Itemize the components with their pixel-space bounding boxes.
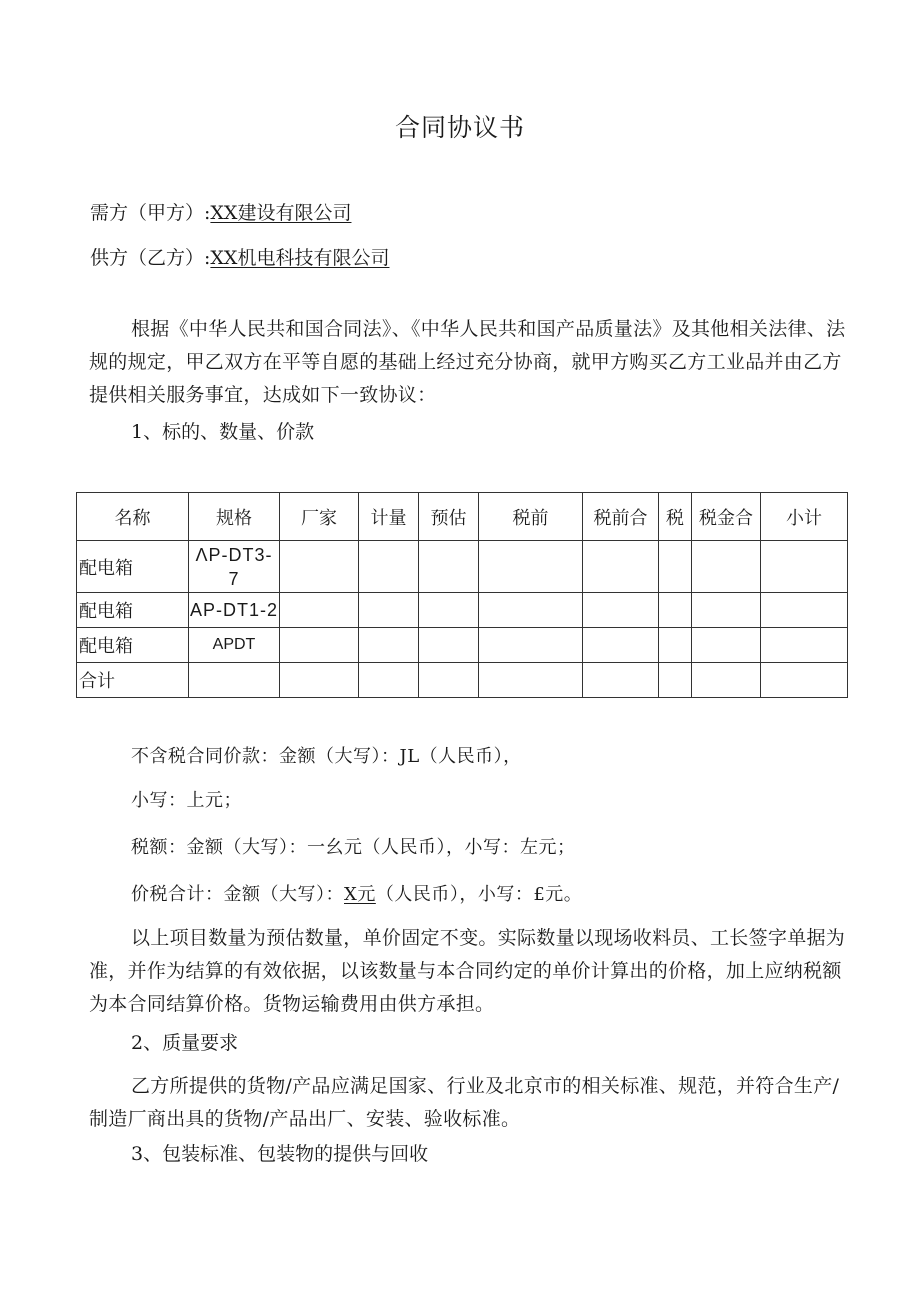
seller-line xyxy=(90,243,389,270)
empty-cell xyxy=(419,593,479,628)
total-price-suffix: （人民币），小写：£元。 xyxy=(375,884,583,905)
item-spec-cell xyxy=(189,541,280,593)
empty-cell xyxy=(583,663,659,698)
empty-cell xyxy=(419,628,479,663)
empty-cell xyxy=(359,628,419,663)
header-cell: 计量 xyxy=(359,493,419,541)
empty-cell xyxy=(280,628,359,663)
tax-amount-line: 税额：金额（大写）：一幺元（人民币），小写：左元； xyxy=(131,837,576,858)
section-1-heading: 1、标的、数量、价款 xyxy=(131,421,315,443)
table-row xyxy=(77,541,848,593)
empty-cell xyxy=(419,541,479,593)
empty-cell xyxy=(583,628,659,663)
empty-cell xyxy=(761,541,848,593)
empty-cell xyxy=(583,541,659,593)
empty-cell xyxy=(479,628,583,663)
table-row xyxy=(77,593,848,628)
header-cell: 预估 xyxy=(419,493,479,541)
section-2-heading: 2、质量要求 xyxy=(131,1032,239,1054)
buyer-line xyxy=(90,198,351,225)
total-price-upper-value: X元 xyxy=(344,884,376,905)
empty-cell xyxy=(659,541,692,593)
empty-cell xyxy=(359,663,419,698)
price-lowercase-line: 小写：上元； xyxy=(131,790,242,811)
empty-cell xyxy=(659,593,692,628)
section-3-heading: 3、包装标准、包装物的提供与回收 xyxy=(131,1143,429,1165)
empty-cell xyxy=(359,541,419,593)
buyer-name: XX建设有限公司 xyxy=(210,202,352,224)
empty-cell xyxy=(761,663,848,698)
item-name-cell: 配电箱 xyxy=(77,593,189,628)
empty-cell xyxy=(189,663,280,698)
quality-paragraph: 乙方所提供的货物/产品应满足国家、行业及北京市的相关标准、规范，并符合生产/制造厂商出具的货物/产品出厂、安装、验收标准。 xyxy=(89,1075,840,1130)
header-cell: 税前合 xyxy=(583,493,659,541)
empty-cell xyxy=(692,593,761,628)
spec-line: 7 xyxy=(228,568,240,589)
header-cell: 税前 xyxy=(479,493,583,541)
item-spec-cell: AP-DT1-2 xyxy=(189,593,280,628)
item-spec-cell: APDT xyxy=(189,628,280,663)
empty-cell xyxy=(692,663,761,698)
empty-cell xyxy=(280,663,359,698)
spec-line: ΛP-DT3- xyxy=(195,544,273,565)
buyer-label: 需方（甲方）: xyxy=(90,202,211,224)
empty-cell xyxy=(761,628,848,663)
item-name-cell: 配电箱 xyxy=(77,628,189,663)
table-total-row xyxy=(77,663,848,698)
total-price-prefix: 价税合计：金额（大写）： xyxy=(131,884,344,905)
header-cell: 规格 xyxy=(189,493,280,541)
empty-cell xyxy=(692,541,761,593)
item-name-cell: 配电箱 xyxy=(77,541,189,593)
header-cell: 税 xyxy=(659,493,692,541)
empty-cell xyxy=(692,628,761,663)
empty-cell xyxy=(479,663,583,698)
empty-cell xyxy=(659,663,692,698)
items-table xyxy=(76,492,848,698)
table-row xyxy=(77,628,848,663)
total-label-cell: 合计 xyxy=(77,663,189,698)
empty-cell xyxy=(583,593,659,628)
intro-paragraph: 根据《中华人民共和国合同法》、《中华人民共和国产品质量法》及其他相关法律、法规的规定，甲乙双方在平等自愿的基础上经过充分协商，就甲方购买乙方工业品并由乙方提供相关服务事宜，达成如下一致协议： xyxy=(89,318,846,406)
empty-cell xyxy=(479,541,583,593)
empty-cell xyxy=(761,593,848,628)
empty-cell xyxy=(280,593,359,628)
empty-cell xyxy=(359,593,419,628)
table-header-row xyxy=(77,493,848,541)
seller-label: 供方（乙方）: xyxy=(90,247,211,269)
header-cell: 名称 xyxy=(77,493,189,541)
total-price-line xyxy=(131,880,582,906)
empty-cell xyxy=(419,663,479,698)
header-cell: 厂家 xyxy=(280,493,359,541)
empty-cell xyxy=(280,541,359,593)
empty-cell xyxy=(479,593,583,628)
seller-name: XX机电科技有限公司 xyxy=(210,247,390,269)
header-cell: 税金合 xyxy=(692,493,761,541)
quantity-note-paragraph: 以上项目数量为预估数量，单价固定不变。实际数量以现场收料员、工长签字单据为准，并作为结算的有效依据，以该数量与本合同约定的单价计算出的价格，加上应纳税额为本合同结算价格。货物运输费用由供方承担。 xyxy=(89,927,846,1015)
header-cell: 小计 xyxy=(761,493,848,541)
price-excl-tax-line: 不含税合同价款：金额（大写）：JL（人民币）， xyxy=(131,746,522,767)
document-title: 合同协议书 xyxy=(394,113,525,142)
empty-cell xyxy=(659,628,692,663)
